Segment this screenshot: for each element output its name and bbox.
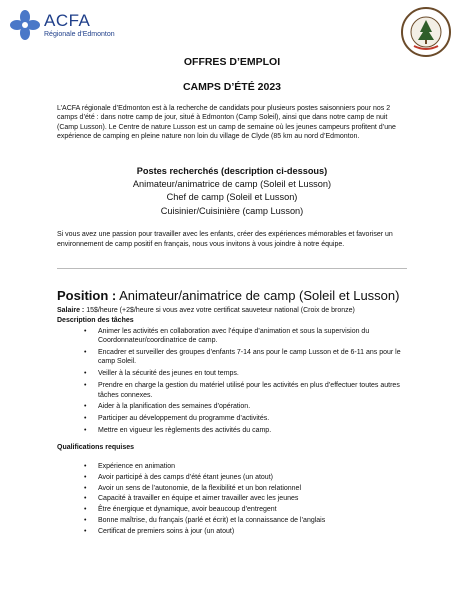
list-item: • Prendre en charge la gestion du matériel utilisé pour les activités en plus d’effectuer toutes autres tâches connexes. bbox=[84, 381, 419, 400]
passion-paragraph: Si vous avez une passion pour travailler avec les enfants, créer des expériences mémorables et favoriser un environnement de camp positif en français, nous vous invitons à vous joindre à notre équipe. bbox=[57, 231, 393, 248]
divider bbox=[57, 268, 407, 269]
list-item: • Être énergique et dynamique, avoir beaucoup d’entregent bbox=[84, 505, 419, 515]
position-title: Animateur/animatrice de camp (Soleil et Lusson) bbox=[119, 288, 400, 303]
list-item: • Expérience en animation bbox=[84, 462, 419, 472]
poste-item: Cuisinier/Cuisinière (camp Lusson) bbox=[160, 205, 304, 216]
title-camps: CAMPS D’ÉTÉ 2023 bbox=[182, 81, 282, 93]
salary-line bbox=[57, 307, 355, 314]
list-item: • Avoir participé à des camps d’été étant jeunes (un atout) bbox=[84, 473, 419, 483]
qualifications-heading: Qualifications requises bbox=[57, 444, 135, 451]
seal-icon bbox=[400, 6, 452, 58]
list-item: • Bonne maîtrise, du français (parlé et écrit) et la connaissance de l’anglais bbox=[84, 516, 419, 526]
intro-paragraph: L’ACFA régionale d’Edmonton est à la recherche de candidats pour plusieurs postes saisonniers pour nos 2 camps d’été : dans notre camp de jour, situé à Edmonton (Camp Soleil), ainsi que dans notre camp de nuit (Camp Lusson). Le Centre de nature Lusson est un camp de semaine où les jeunes campeurs profitent d’une expérience de camping en pleine nature non loin du village de Clyde (85 km au nord d’Edmonton. bbox=[57, 105, 396, 140]
list-item: • Veiller à la sécurité des jeunes en tout temps. bbox=[84, 369, 419, 378]
list-item: • Avoir un sens de l’autonomie, de la flexibilité et un bon relationnel bbox=[84, 484, 419, 494]
qualifications-list bbox=[84, 462, 419, 537]
postes-list bbox=[0, 165, 464, 218]
logo-name: ACFA bbox=[44, 11, 91, 30]
tasks-heading: Description des tâches bbox=[57, 317, 134, 324]
list-item: • Participer au développement du programme d’activités. bbox=[84, 414, 419, 423]
list-item: • Mettre en vigueur les règlements des activités du camp. bbox=[84, 426, 419, 435]
title-offres: OFFRES D’EMPLOI bbox=[183, 56, 281, 68]
position-label: Position : bbox=[57, 288, 117, 303]
postes-heading: Postes recherchés (description ci-dessous) bbox=[136, 166, 328, 176]
lusson-seal bbox=[400, 6, 452, 63]
poste-item: Animateur/animatrice de camp (Soleil et Lusson) bbox=[132, 179, 332, 190]
position-heading bbox=[57, 288, 399, 303]
tasks-list bbox=[84, 327, 419, 438]
flower-icon bbox=[10, 10, 40, 40]
list-item: • Aider à la planification des semaines d’opération. bbox=[84, 402, 419, 411]
acfa-logo bbox=[10, 10, 115, 40]
salary-label: Salaire : bbox=[57, 307, 85, 314]
poste-item: Chef de camp (Soleil et Lusson) bbox=[166, 192, 298, 203]
list-item: • Encadrer et surveiller des groupes d’enfants 7-14 ans pour le camp Lusson et de 6-11 ans pour le camp Soleil. bbox=[84, 348, 419, 367]
list-item: • Capacité à travailler en équipe et aimer travailler avec les jeunes bbox=[84, 494, 419, 504]
logo-subtitle: Régionale d'Edmonton bbox=[44, 31, 115, 38]
list-item: • Animer les activités en collaboration avec l’équipe d’animation et sous la supervision du Coordonnateur/coordinatrice de camp. bbox=[84, 327, 419, 346]
salary-text: 15$/heure (+2$/heure si vous avez votre certificat sauveteur national (Croix de bronze) bbox=[86, 307, 355, 314]
list-item: • Certificat de premiers soins à jour (un atout) bbox=[84, 527, 419, 537]
